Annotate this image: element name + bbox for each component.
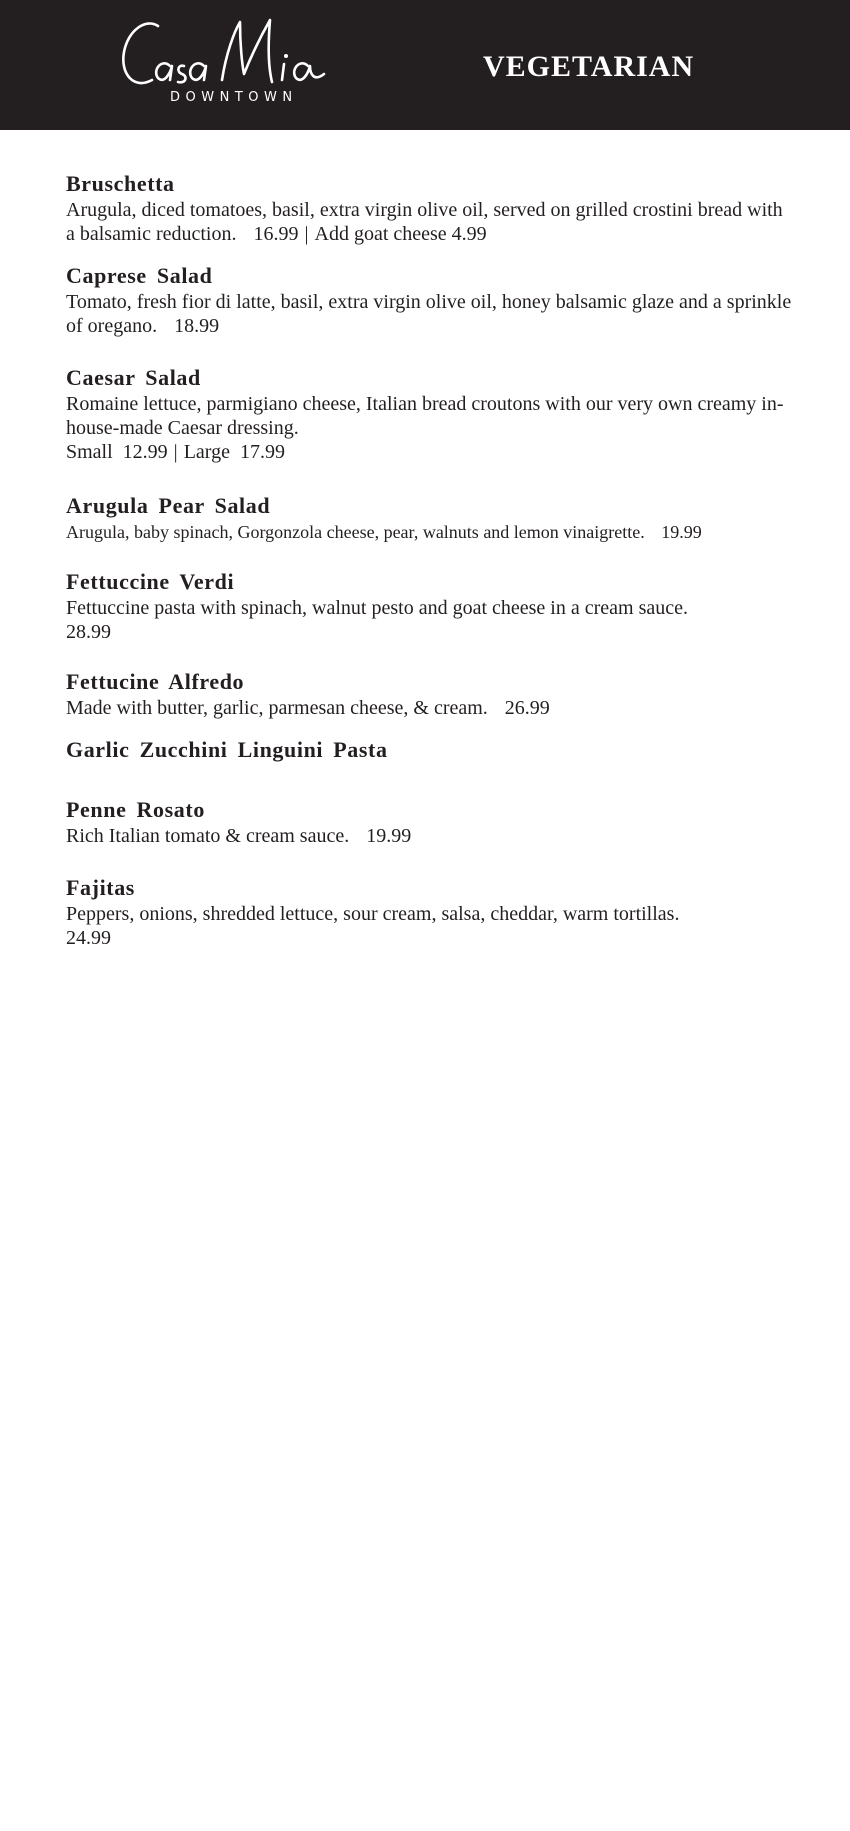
item-name: Caprese Salad: [66, 263, 213, 288]
item-description: [66, 290, 796, 338]
item-price-line: [66, 926, 796, 950]
menu-item-penne-rosato: [66, 796, 796, 848]
item-name: Arugula Pear Salad: [66, 493, 271, 518]
menu-item-caesar-salad: [66, 364, 796, 464]
divider: |: [304, 223, 309, 245]
item-addon: Add goat cheese 4.99: [314, 223, 487, 245]
menu-item-garlic-zucchini-linguini: [66, 736, 796, 764]
item-description: [66, 902, 796, 926]
menu-item-caprese-salad: [66, 262, 796, 338]
item-price: 18.99: [174, 315, 220, 337]
size-small-label: Small: [66, 441, 113, 463]
item-description-text: Arugula, baby spinach, Gorgonzola cheese, pear, walnuts and lemon vinaigrette.: [66, 522, 645, 542]
menu-item-fettucine-alfredo: [66, 668, 796, 720]
item-description: [66, 520, 796, 544]
item-price: 16.99: [253, 223, 299, 245]
item-price-line: [66, 620, 796, 644]
size-small-price: 12.99: [122, 441, 168, 463]
menu-item-fettuccine-verdi: [66, 568, 796, 644]
item-name: Garlic Zucchini Linguini Pasta: [66, 737, 388, 762]
item-price: 19.99: [661, 522, 702, 542]
divider: |: [173, 441, 178, 463]
item-name: Caesar Salad: [66, 365, 201, 390]
item-description-text: Tomato, fresh fior di latte, basil, extra virgin olive oil, honey balsamic glaze and a sprinkle of oregano.: [66, 291, 792, 337]
item-price: 28.99: [66, 621, 111, 643]
casa-mia-logo: [118, 14, 368, 114]
item-name: Fettucine Alfredo: [66, 669, 245, 694]
item-description-text: Rich Italian tomato & cream sauce.: [66, 825, 350, 847]
item-name: Bruschetta: [66, 171, 175, 196]
section-title: VEGETARIAN: [483, 50, 695, 83]
item-description-text: Fettuccine pasta with spinach, walnut pesto and goat cheese in a cream sauce.: [66, 597, 688, 619]
logo-script-graphic: [118, 14, 368, 94]
item-name: Fajitas: [66, 875, 135, 900]
item-description: [66, 596, 796, 620]
item-name: Fettuccine Verdi: [66, 569, 235, 594]
item-size-prices: [66, 440, 796, 464]
item-description: [66, 392, 796, 440]
item-price: 24.99: [66, 927, 111, 949]
item-name: Penne Rosato: [66, 797, 205, 822]
item-price: 19.99: [366, 825, 412, 847]
item-price: 26.99: [504, 697, 550, 719]
size-large-price: 17.99: [239, 441, 285, 463]
menu-item-bruschetta: [66, 170, 796, 246]
menu-header: [0, 0, 850, 130]
size-large-label: Large: [183, 441, 230, 463]
logo-subtitle: DOWNTOWN: [170, 90, 298, 105]
menu-item-arugula-pear-salad: [66, 492, 796, 544]
item-description-text: Made with butter, garlic, parmesan cheese, & cream.: [66, 697, 488, 719]
item-description: [66, 198, 796, 246]
item-description-text: Peppers, onions, shredded lettuce, sour cream, salsa, cheddar, warm tortillas.: [66, 903, 680, 925]
item-description-text: Romaine lettuce, parmigiano cheese, Italian bread croutons with our very own creamy in-house-made Caesar dressing.: [66, 393, 784, 439]
menu-item-fajitas: [66, 874, 796, 950]
item-description-text: Arugula, diced tomatoes, basil, extra virgin olive oil, served on grilled crostini bread with a balsamic reduction.: [66, 199, 783, 245]
item-description: [66, 824, 796, 848]
item-description: [66, 696, 796, 720]
